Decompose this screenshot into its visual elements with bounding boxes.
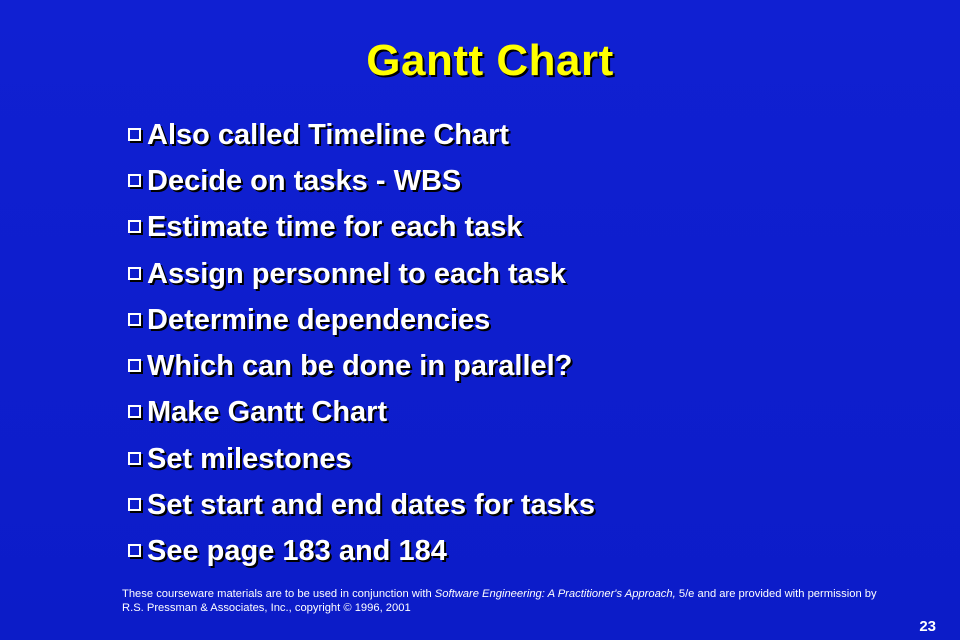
page-number: 23 bbox=[919, 618, 936, 635]
square-bullet-icon bbox=[128, 220, 141, 233]
footer-text-start: These courseware materials are to be used in conjunction with bbox=[122, 588, 435, 600]
square-bullet-icon bbox=[128, 313, 141, 326]
bullet-text: Assign personnel to each task bbox=[147, 257, 567, 290]
copyright-footer bbox=[122, 587, 882, 615]
square-bullet-icon bbox=[128, 405, 141, 418]
footer-text-end: 5/e and are provided with permission by R.S. Pressman & Associates, Inc., copyright © 1996, 2001 bbox=[122, 588, 877, 614]
bullet-item bbox=[128, 205, 595, 251]
bullet-item bbox=[128, 390, 595, 436]
bullet-item bbox=[128, 112, 595, 158]
bullet-text: Decide on tasks - WBS bbox=[147, 164, 462, 197]
bullet-text: Set milestones bbox=[147, 442, 352, 475]
bullet-text: Estimate time for each task bbox=[147, 211, 523, 244]
bullet-text: Also called Timeline Chart bbox=[147, 118, 510, 151]
slide-title: Gantt Chart bbox=[366, 36, 614, 85]
bullet-list bbox=[128, 112, 595, 575]
square-bullet-icon bbox=[128, 267, 141, 280]
square-bullet-icon bbox=[128, 452, 141, 465]
bullet-text: Set start and end dates for tasks bbox=[147, 489, 596, 522]
bullet-item bbox=[128, 158, 595, 204]
bullet-item bbox=[128, 343, 595, 389]
bullet-text: See page 183 and 184 bbox=[147, 535, 447, 568]
square-bullet-icon bbox=[128, 544, 141, 557]
square-bullet-icon bbox=[128, 498, 141, 511]
square-bullet-icon bbox=[128, 128, 141, 141]
bullet-item bbox=[128, 436, 595, 482]
bullet-item bbox=[128, 529, 595, 575]
bullet-item bbox=[128, 297, 595, 343]
bullet-text: Which can be done in parallel? bbox=[147, 350, 573, 383]
bullet-text: Make Gantt Chart bbox=[147, 396, 388, 429]
footer-book-title: Software Engineering: A Practitioner's Approach, bbox=[434, 588, 676, 600]
bullet-text: Determine dependencies bbox=[147, 303, 491, 336]
bullet-item bbox=[128, 251, 595, 297]
bullet-item bbox=[128, 482, 595, 528]
square-bullet-icon bbox=[128, 174, 141, 187]
square-bullet-icon bbox=[128, 359, 141, 372]
